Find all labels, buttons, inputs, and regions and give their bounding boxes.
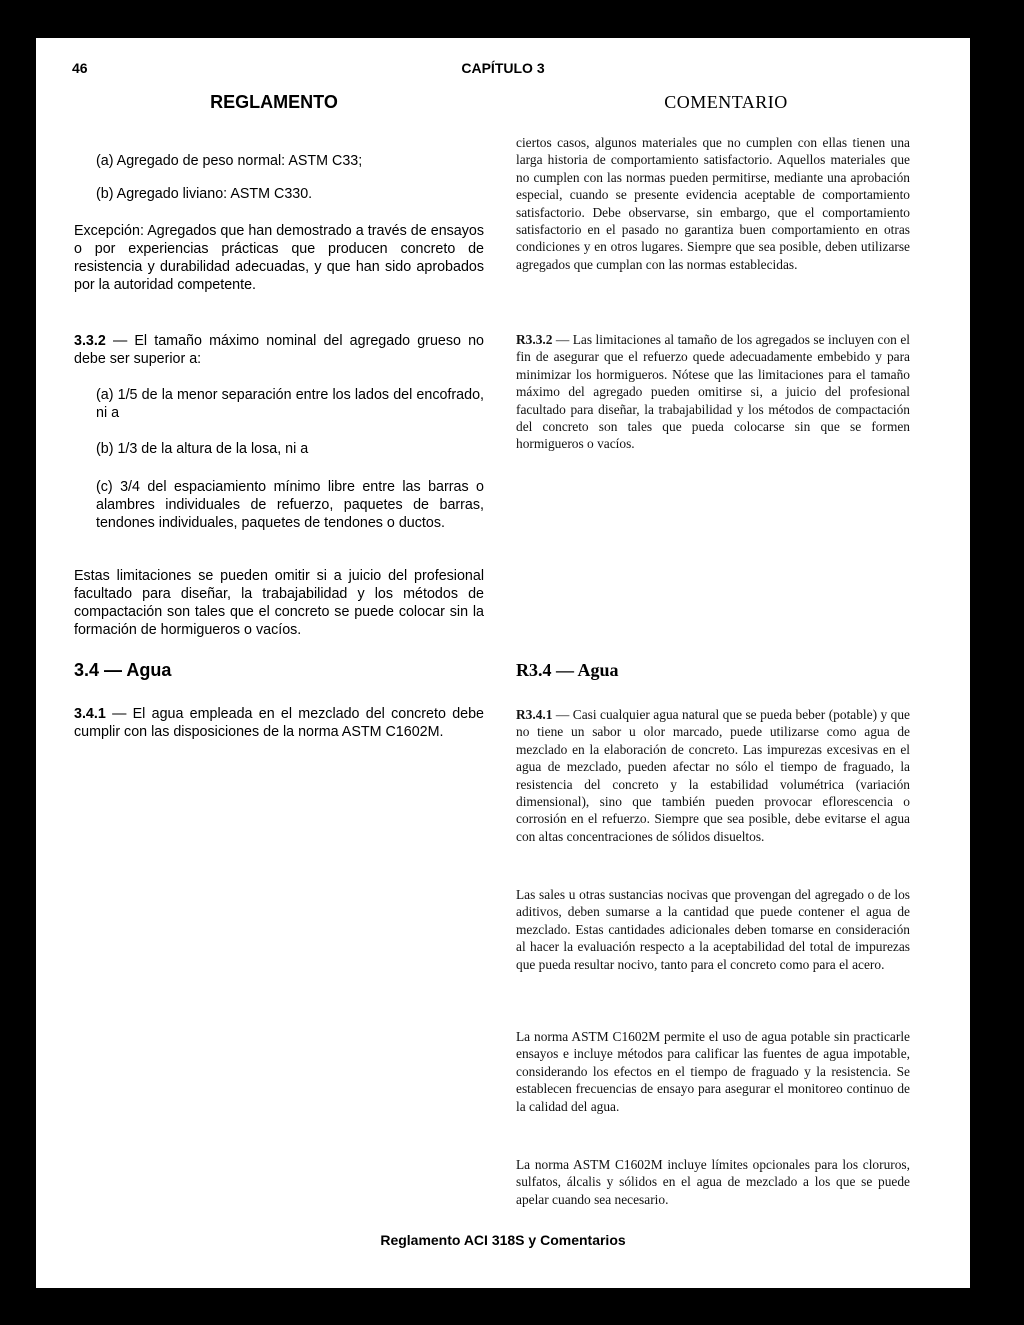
limit-c: (c) 3/4 del espaciamiento mínimo libre entre las barras o alambres individuales de refuerzo, paquetes de barras, tendones individuales, paquetes de tendones o ductos. [96,479,484,531]
section-number: 3.3.2 [74,333,106,349]
item-b: (b) Agregado liviano: ASTM C330. [96,186,313,202]
page-footer: Reglamento ACI 318S y Comentarios [380,1232,626,1248]
column-title-reglamento: REGLAMENTO [210,92,338,112]
commentary-r3-4-1 [516,706,910,845]
commentary-continuation: ciertos casos, algunos materiales que no cumplen con ellas tienen una larga historia de comportamiento satisfactorio. Aquellos materiales que no cumplen con las normas pueden permitirse, mediante una aprobación especial, cuando se presente evidencia aceptable de comportamiento satisfactorio. Debe observarse, sin embargo, que el comportamiento satisfactorio en el pasado no garantiza buen comportamiento en otras condiciones y en otros lugares. Siempre que sea posible, deben utilizarse agregados que cumplan con las normas establecidas. [516,135,910,272]
column-title-comentario: COMENTARIO [664,92,788,112]
section-number: 3.4.1 [74,706,106,722]
exception-paragraph: Excepción: Agregados que han demostrado a través de ensayos o por experiencias prácticas que producen concreto de resistencia y durabilidad adecuadas, y que han sido aprobados por la autoridad competente. [74,223,484,293]
item-a: (a) Agregado de peso normal: ASTM C33; [96,153,363,169]
section-text: — Casi cualquier agua natural que se pueda beber (potable) y que no tiene un sabor u olor marcado, puede utilizarse como agua de mezclado en la elaboración de concreto. Las impurezas excesivas en el agua de mezclado, pueden afectar no sólo el tiempo de fraguado, la resistencia del concreto y la estabilidad volumétrica (variación dimensional), sino que también pueden provocar eflorescencia o corrosión en el refuerzo. Siempre que sea posible, debe evitarse el agua con altas concentraciones de sólidos disueltos. [516,707,910,844]
limit-b: (b) 1/3 de la altura de la losa, ni a [96,441,309,457]
commentary-salts: Las sales u otras sustancias nocivas que provengan del agregado o de los aditivos, deben sumarse a la cantidad que puede contener el agua de mezclado. Estas cantidades adicionales deben tomarse en consideración al hacer la evaluación respecto a la aceptabilidad del total de impurezas que pueda resultar nocivo, tanto para el concreto como para el acero. [516,887,910,972]
commentary-astm-2: La norma ASTM C1602M incluye límites opcionales para los cloruros, sulfatos, álcalis y sólidos en el agua de mezclado a los que se puede apelar cuando sea necesario. [516,1157,910,1207]
chapter-title: CAPÍTULO 3 [461,60,545,76]
section-number: R3.4.1 [516,707,553,722]
section-r3-4-title: R3.4 — Agua [516,660,619,680]
commentary-r3-3-2 [516,331,910,453]
section-number: R3.3.2 [516,332,553,347]
section-3-4-title: 3.4 — Agua [74,660,172,680]
section-text: — El tamaño máximo nominal del agregado grueso no debe ser superior a: [74,333,484,367]
section-3-3-2 [74,332,484,368]
section-text: — Las limitaciones al tamaño de los agregados se incluyen con el fin de asegurar que el refuerzo quede adecuadamente embebido y para minimizar los hormigueros. Nótese que las limitaciones para el tamaño máximo del agregado pueden omitirse si, a juicio del profesional facultado para diseñar, la trabajabilidad y los métodos de compactación del concreto son tales que pueda colocarse sin que se formen hormigueros o vacíos. [516,332,910,452]
page-number: 46 [72,60,88,76]
limit-a: (a) 1/5 de la menor separación entre los lados del encofrado, ni a [96,387,484,421]
limits-paragraph: Estas limitaciones se pueden omitir si a juicio del profesional facultado para diseñar, la trabajabilidad y los métodos de compactación son tales que el concreto se puede colocar sin la formación de hormigueros o vacíos. [74,568,484,638]
document-page [36,38,970,1288]
commentary-astm-1: La norma ASTM C1602M permite el uso de agua potable sin practicarle ensayos e incluye métodos para calificar las fuentes de agua impotable, considerando los efectos en el tiempo de fraguado y la resistencia. Se establecen frecuencias de ensayo para asegurar el monitoreo continuo de la calidad del agua. [516,1029,910,1114]
section-text: — El agua empleada en el mezclado del concreto debe cumplir con las disposiciones de la norma ASTM C1602M. [74,706,484,740]
section-3-4-1 [74,705,484,741]
